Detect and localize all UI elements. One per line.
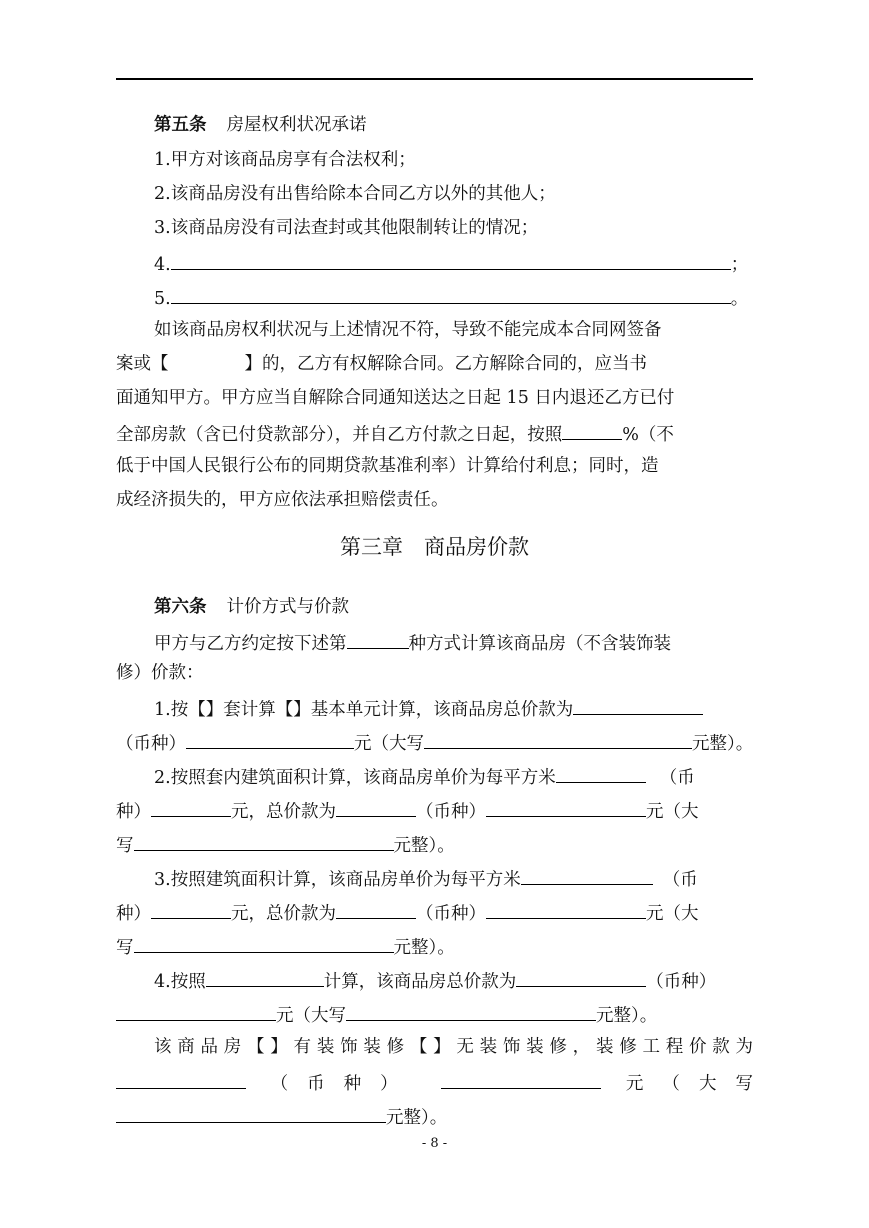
paragraph-line: 全部房款（含已付贷款部分），并自乙方付款之日起，按照 %（不 xyxy=(116,415,753,449)
decoration-cont: 元整）。 xyxy=(116,1098,753,1132)
paragraph-line: 修）价款： xyxy=(116,663,204,683)
blank-field xyxy=(134,826,394,851)
blank-field xyxy=(486,792,646,817)
blank-field xyxy=(424,724,692,749)
method-2-cont: 种） 元，总价款为 （币种） 元（大 xyxy=(116,792,753,826)
blank-field xyxy=(336,894,416,919)
article-5-subtitle: 房屋权利状况承诺 xyxy=(226,115,367,135)
method-3-cont: 写 元整）。 xyxy=(116,928,753,962)
method-2: 2.按照套内建筑面积计算，该商品房单价为每平方米 （币 xyxy=(116,758,753,792)
paragraph-line: 成经济损失的，甲方应依法承担赔偿责任。 xyxy=(116,490,449,510)
blank-field xyxy=(573,690,703,715)
blank-field xyxy=(556,758,646,783)
article-6-heading xyxy=(116,590,753,624)
item-2: 2.该商品房没有出售给除本合同乙方以外的其他人； xyxy=(154,184,556,204)
blank-field xyxy=(116,1064,246,1089)
header-rule xyxy=(116,78,753,80)
blank-field xyxy=(336,792,416,817)
method-2-cont: 写 元整）。 xyxy=(116,826,753,860)
blank-field xyxy=(486,894,646,919)
paragraph-line: 面通知甲方。甲方应当自解除合同通知送达之日起 15 日内退还乙方已付 xyxy=(116,388,675,408)
item-4: 4. ； xyxy=(116,245,753,279)
item-3: 3.该商品房没有司法查封或其他限制转让的情况； xyxy=(154,218,539,238)
method-1-cont: （币种） 元（大写 元整）。 xyxy=(116,724,753,758)
blank-field xyxy=(521,860,653,885)
blank-field xyxy=(562,415,622,440)
blank-field xyxy=(347,624,409,649)
paragraph-line: 如该商品房权利状况与上述情况不符，导致不能完成本合同网签备 xyxy=(154,320,662,340)
article-5-title: 第五条 xyxy=(154,115,207,135)
blank-field xyxy=(116,1098,386,1123)
blank-field xyxy=(206,962,324,987)
blank-field xyxy=(134,928,394,953)
blank-field xyxy=(186,724,354,749)
method-3-cont: 种） 元，总价款为 （币种） 元（大 xyxy=(116,894,753,928)
blank-field xyxy=(171,245,731,270)
blank-field xyxy=(346,996,596,1021)
method-3: 3.按照建筑面积计算，该商品房单价为每平方米 （币 xyxy=(116,860,753,894)
item-1: 1.甲方对该商品房享有合法权利； xyxy=(154,150,416,170)
chapter-heading: 第三章 商品房价款 xyxy=(340,535,529,559)
blank-field xyxy=(441,1064,601,1089)
decoration-cont: （币种） 元（大写 xyxy=(116,1064,753,1098)
paragraph-line: 甲方与乙方约定按下述第 种方式计算该商品房（不含装饰装 xyxy=(116,624,753,658)
method-4-cont: 元（大写 元整）。 xyxy=(116,996,753,1030)
article-6-title: 第六条 xyxy=(154,597,207,617)
blank-field xyxy=(151,894,231,919)
method-4: 4.按照 计算，该商品房总价款为 （币种） xyxy=(116,962,753,996)
method-1: 1.按【】套计算【】基本单元计算，该商品房总价款为 xyxy=(116,690,753,724)
blank-field xyxy=(151,792,231,817)
blank-field xyxy=(116,996,276,1021)
article-5-heading xyxy=(116,108,753,142)
decoration-line: 该商品房【】有装饰装修【】无装饰装修，装修工程价款为 xyxy=(154,1037,753,1057)
page-number: - 8 - xyxy=(421,1136,448,1151)
blank-field xyxy=(171,279,731,304)
blank-field xyxy=(516,962,646,987)
article-6-subtitle: 计价方式与价款 xyxy=(226,597,349,617)
item-5: 5. 。 xyxy=(116,279,753,313)
paragraph-line: 案或【 】的，乙方有权解除合同。乙方解除合同的，应当书 xyxy=(116,354,647,374)
paragraph-line: 低于中国人民银行公布的同期贷款基准利率）计算给付利息；同时，造 xyxy=(116,456,659,476)
